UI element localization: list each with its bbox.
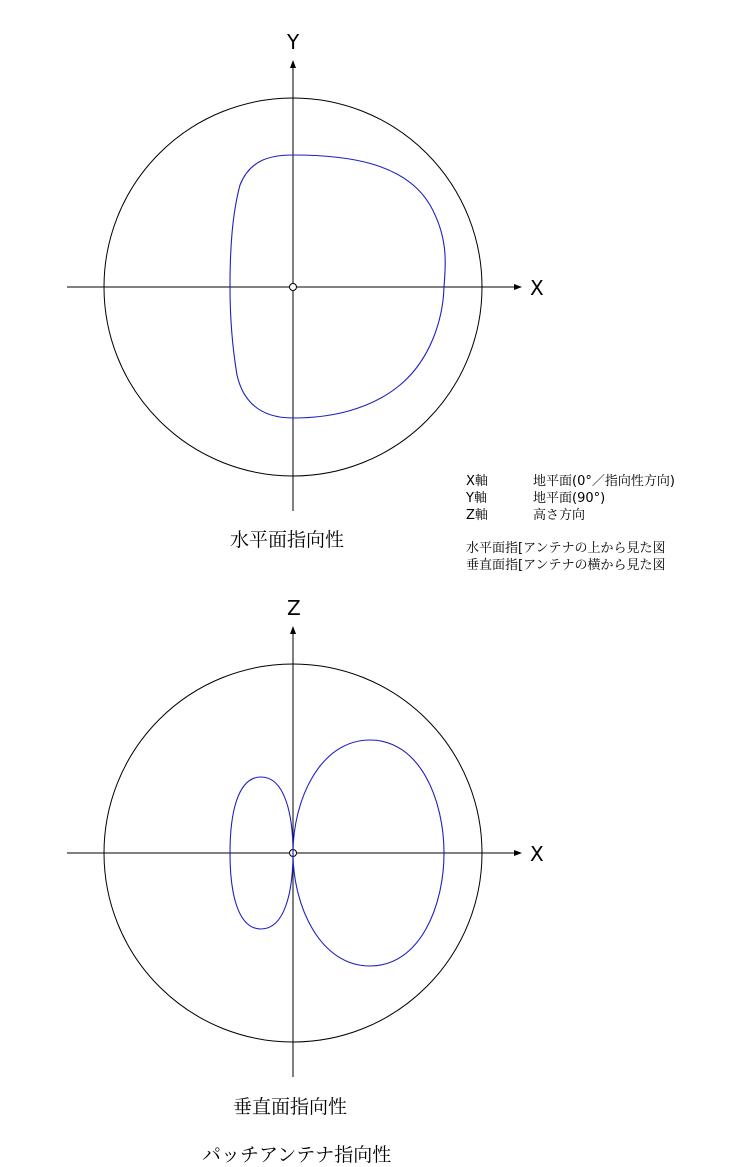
x-axis-arrow [514, 284, 522, 290]
legend-key: X軸 [466, 474, 488, 489]
axis-legend [466, 473, 675, 574]
legend-value: 地平面(0°／指向性方向) [533, 474, 675, 489]
z-axis-arrow [290, 626, 296, 634]
legend-row-z [466, 507, 675, 524]
horizontal-pattern-title: 水平面指向性 [230, 529, 345, 551]
x-axis-label: X [530, 276, 544, 300]
x-axis-label: X [530, 842, 544, 866]
x-axis-arrow [514, 850, 522, 856]
legend-value: 地平面(90°) [533, 491, 606, 506]
vertical-pattern-title: 垂直面指向性 [233, 1096, 348, 1118]
legend-row-x [466, 473, 675, 490]
legend-note: 垂直面指[アンテナの横から見た図 [466, 558, 666, 573]
horizontal-pattern-diagram [0, 0, 729, 540]
legend-key: Y軸 [466, 491, 487, 506]
legend-value: 高さ方向 [533, 508, 586, 523]
origin-marker [290, 284, 297, 291]
y-axis-arrow [290, 60, 296, 68]
legend-key: Z軸 [466, 508, 488, 523]
vertical-pattern-diagram [0, 580, 729, 1080]
z-axis-label: Z [287, 596, 301, 620]
legend-note: 水平面指[アンテナの上から見た図 [466, 541, 666, 556]
legend-row-y [466, 490, 675, 507]
legend-notes [466, 540, 675, 574]
main-title: パッチアンテナ指向性 [202, 1144, 392, 1166]
y-axis-label: Y [287, 30, 300, 54]
